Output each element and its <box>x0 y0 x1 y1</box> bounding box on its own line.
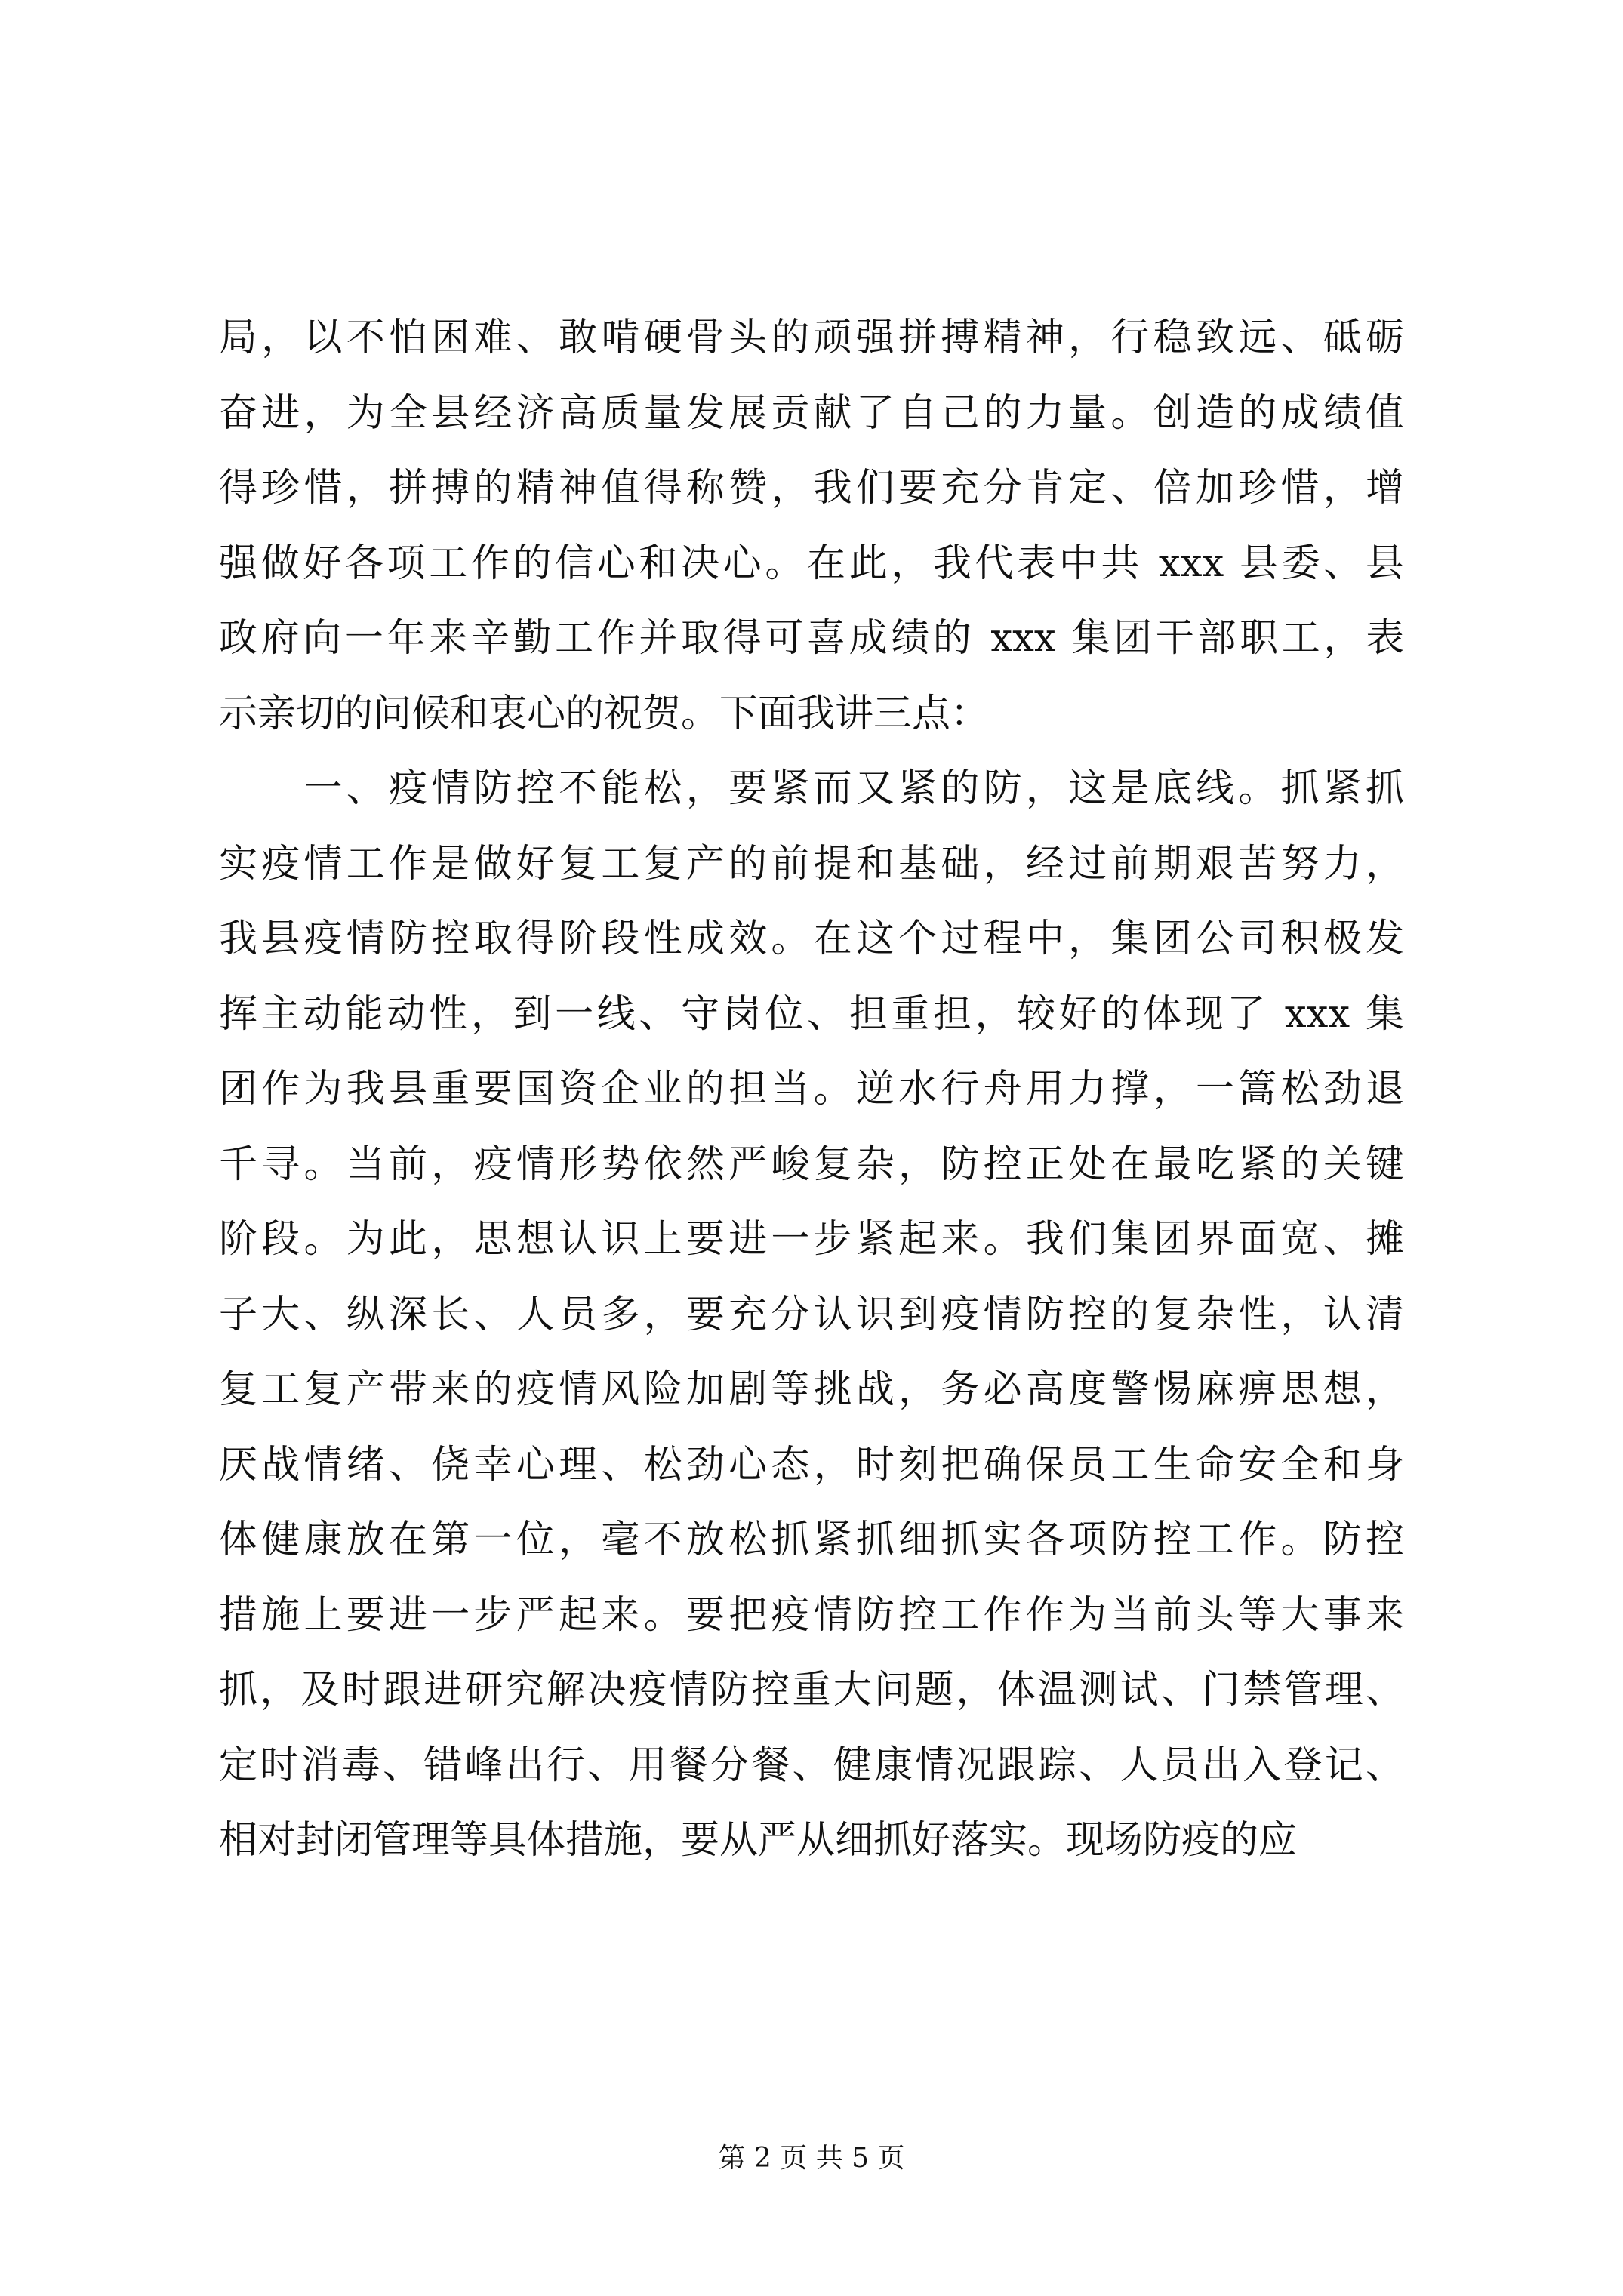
text-line: 抓，及时跟进研究解决疫情防控重大问题，体温测试、门禁管理、 <box>219 1668 1404 1712</box>
text-line: 复工复产带来的疫情风险加剧等挑战，务必高度警惕麻痹思想， <box>219 1367 1404 1412</box>
text-line: 阶段。为此，思想认识上要进一步紧起来。我们集团界面宽、摊 <box>219 1217 1404 1262</box>
text-line: 我县疫情防控取得阶段性成效。在这个过程中，集团公司积极发 <box>219 917 1404 961</box>
text-line: 局，以不怕困难、敢啃硬骨头的顽强拼搏精神，行稳致远、砥砺 <box>219 316 1404 360</box>
text-line: 团作为我县重要国资企业的担当。逆水行舟用力撑，一篙松劲退 <box>219 1067 1404 1111</box>
text-line: 奋进，为全县经济高质量发展贡献了自己的力量。创造的成绩值 <box>219 390 1404 436</box>
text-line: 挥主动能动性，到一线、守岗位、担重担，较好的体现了 xxx 集 <box>219 991 1404 1037</box>
text-line: 子大、纵深长、人员多，要充分认识到疫情防控的复杂性，认清 <box>219 1292 1404 1337</box>
text-line: 体健康放在第一位，毫不放松抓紧抓细抓实各项防控工作。防控 <box>219 1518 1404 1562</box>
text-line: 一、疫情防控不能松，要紧而又紧的防，这是底线。抓紧抓 <box>219 766 1404 811</box>
body-text <box>219 300 1404 1878</box>
text-line: 千寻。当前，疫情形势依然严峻复杂，防控正处在最吃紧的关键 <box>219 1142 1404 1187</box>
page-footer: 第 2 页 共 5 页 <box>718 2143 905 2174</box>
text-line: 政府向一年来辛勤工作并取得可喜成绩的 xxx 集团干部职工，表 <box>219 616 1404 661</box>
text-line: 相对封闭管理等具体措施，要从严从细抓好落实。现场防疫的应 <box>219 1818 1298 1863</box>
text-line: 得珍惜，拼搏的精神值得称赞，我们要充分肯定、倍加珍惜，增 <box>219 466 1404 510</box>
text-line: 强做好各项工作的信心和决心。在此，我代表中共 xxx 县委、县 <box>219 541 1404 586</box>
text-line: 措施上要进一步严起来。要把疫情防控工作作为当前头等大事来 <box>219 1592 1404 1638</box>
text-line: 示亲切的问候和衷心的祝贺。下面我讲三点： <box>219 691 990 736</box>
text-line: 实疫情工作是做好复工复产的前提和基础，经过前期艰苦努力， <box>219 841 1404 886</box>
text-line: 定时消毒、错峰出行、用餐分餐、健康情况跟踪、人员出入登记、 <box>219 1743 1404 1788</box>
text-line: 厌战情绪、侥幸心理、松劲心态，时刻把确保员工生命安全和身 <box>219 1442 1404 1487</box>
